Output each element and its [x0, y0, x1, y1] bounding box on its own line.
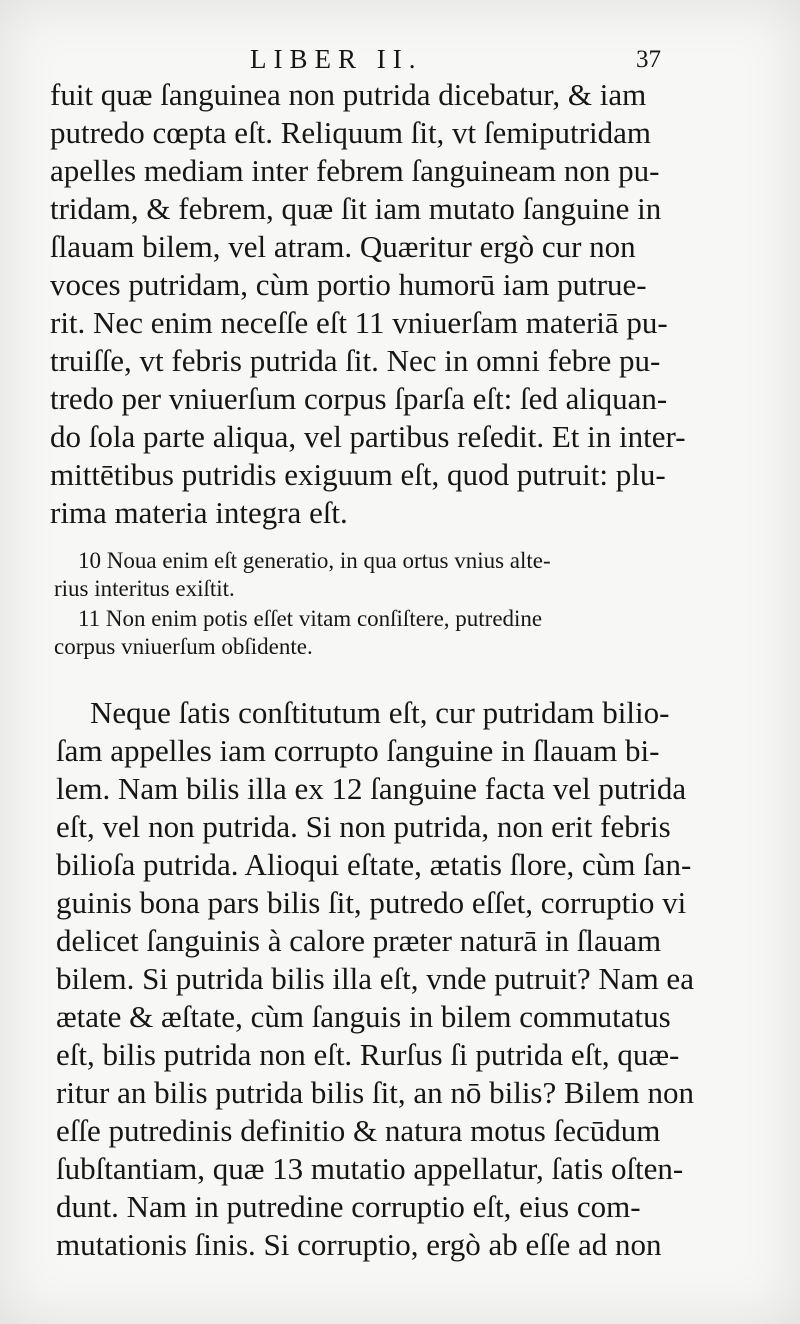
text-line: fuit quæ ſanguinea non putrida dicebatur, & iam [50, 77, 647, 112]
text-line: truiſſe, vt febris putrida ſit. Nec in omni febre pu- [50, 343, 661, 378]
text-line: eſt, vel non putrida. Si non putrida, non erit febris [56, 809, 671, 844]
text-line: putredo cœpta eſt. Reliquum ſit, vt ſemiputridam [50, 115, 651, 150]
running-title: LIBER II. [250, 44, 423, 74]
text-line: bilem. Si putrida bilis illa eſt, vnde putruit? Nam ea [56, 961, 694, 996]
text-line: mittētibus putridis exiguum eſt, quod putruit: plu- [50, 457, 666, 492]
text-line: ſlauam bilem, vel atram. Quæritur ergò cur non [50, 229, 636, 264]
text-line: rit. Nec enim neceſſe eſt 11 vniuerſam materiā pu- [50, 305, 668, 340]
text-line: guinis bona pars bilis ſit, putredo eſſet, corruptio vi [56, 885, 687, 920]
text-line: eſſe putredinis definitio & natura motus ſecūdum [56, 1113, 661, 1148]
text-line: ritur an bilis putrida bilis ſit, an nō bilis? Bilem non [56, 1075, 695, 1110]
note-line: 10 Noua enim eſt generatio, in qua ortus vnius alte- [78, 548, 551, 573]
note-line: rius interitus exiſtit. [54, 576, 235, 601]
text-line: mutationis ſinis. Si corruptio, ergò ab eſſe ad non [56, 1227, 662, 1262]
text-line: voces putridam, cùm portio humorū iam putrue- [50, 267, 647, 302]
note-line: corpus vniuerſum obſidente. [54, 634, 313, 659]
text-line: do ſola parte aliqua, vel partibus reſedit. Et in inter- [50, 419, 686, 454]
text-line: ſam appelles iam corrupto ſanguine in ſlauam bi- [56, 733, 660, 768]
text-line: eſt, bilis putrida non eſt. Rurſus ſi putrida eſt, quæ- [56, 1037, 680, 1072]
note-line: 11 Non enim potis eſſet vitam conſiſtere, putredine [78, 606, 543, 631]
text-line: lem. Nam bilis illa ex 12 ſanguine facta vel putrida [56, 771, 687, 806]
text-line: tredo per vniuerſum corpus ſparſa eſt: ſed aliquan- [50, 381, 668, 416]
page-header [0, 44, 800, 80]
text-line: dunt. Nam in putredine corruptio eſt, eius com- [56, 1189, 641, 1224]
text-line: delicet ſanguinis à calore præter naturā in ſlauam [56, 923, 662, 958]
page-number: 37 [636, 46, 661, 73]
text-line: ætate & æſtate, cùm ſanguis in bilem commutatus [56, 999, 671, 1034]
text-line: tridam, & febrem, quæ ſit iam mutato ſanguine in [50, 191, 662, 226]
text-line: apelles mediam inter febrem ſanguineam non pu- [50, 153, 660, 188]
text-line: ſubſtantiam, quæ 13 mutatio appellatur, ſatis oſten- [56, 1151, 684, 1186]
text-line: Neque ſatis conſtitutum eſt, cur putridam bilio- [90, 695, 670, 730]
text-line: bilioſa putrida. Alioqui eſtate, ætatis ſlore, cùm ſan- [56, 847, 692, 882]
text-line: rima materia integra eſt. [50, 495, 348, 530]
